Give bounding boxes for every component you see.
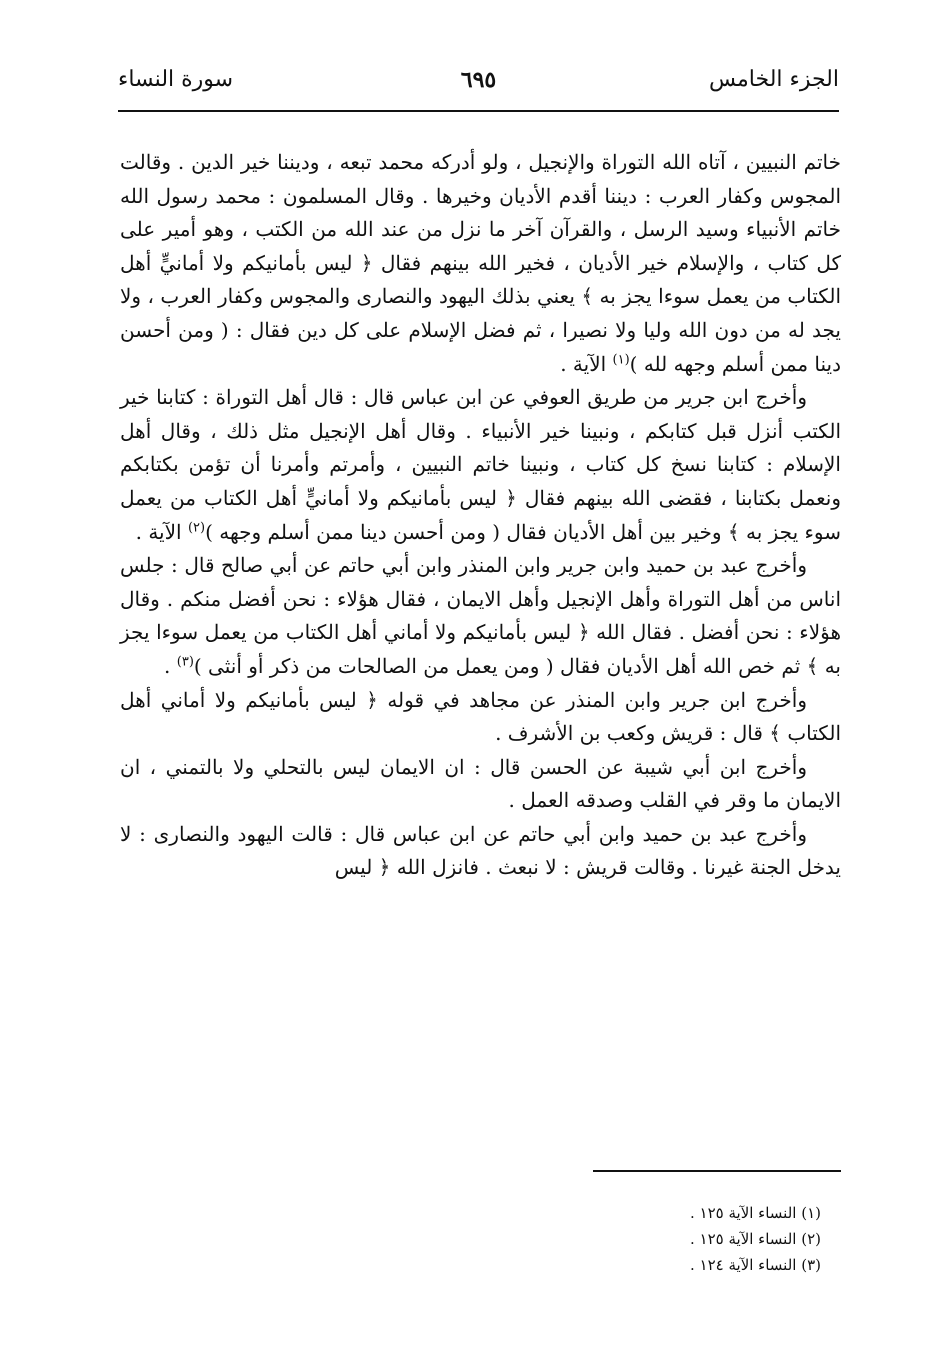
footnote-marker: (٢) [187, 519, 206, 535]
paragraph-tail: الآية . [135, 519, 188, 544]
paragraph [120, 818, 841, 885]
paragraph [120, 381, 841, 549]
paragraph-tail: الآية . [560, 351, 613, 376]
running-header [118, 62, 839, 102]
paragraph-text: وأخرج عبد بن حميد وابن جرير وابن المنذر وابن أبي حاتم عن أبي صالح قال : جلس اناس من أهل التوراة وأهل الإنجيل وأهل الايمان ، فقال هؤلاء : نحن أفضل منكم . وقال هؤلاء : نحن أفضل . فقال الله ﴿ ليس بأمانيكم ولا أماني أهل الكتاب من يعمل سوءا يجز به ﴾ ثم خص الله أهل الأديان فقال ( ومن يعمل من الصالحات من ذكر أو أنثى ) [120, 553, 841, 678]
surah-title: سورة النساء [118, 67, 234, 92]
part-title: الجزء الخامس [708, 67, 839, 92]
paragraph-text: وأخرج ابن أبي شيبة عن الحسن قال : ان الايمان ليس بالتحلي ولا بالتمني ، ان الايمان ما وقر في القلب وصدقه العمل . [120, 754, 841, 813]
paragraph-text: وأخرج ابن جرير من طريق العوفي عن ابن عباس قال : قال أهل التوراة : كتابنا خير الكتب أنزل قبل كتابكم ، ونبينا خير الأنبياء . وقال أهل الإنجيل مثل ذلك ، وقال أهل الإسلام : كتابنا نسخ كل كتاب ، ونبينا خاتم النبيين ، وأمرتم وأمرنا أن تؤمن بكتابكم ونعمل بكتابنا ، فقضى الله بينهم فقال ﴿ ليس بأمانيكم ولا أمانيٍّ أهل الكتاب من يعمل سوء يجز به ﴾ وخير بين أهل الأديان فقال ( ومن أحسن دينا ممن أسلم وجهه ) [120, 385, 841, 544]
footnote: (١) النساء الآية ١٢٥ . [689, 1204, 821, 1222]
paragraph [120, 146, 841, 381]
paragraph-text: خاتم النبيين ، آتاه الله التوراة والإنجيل ، ولو أدركه محمد تبعه ، وديننا خير الدين . وقالت المجوس وكفار العرب : ديننا أقدم الأديان وخيرها . وقال المسلمون : محمد رسول الله خاتم الأنبياء وسيد الرسل ، والقرآن آخر ما نزل من عند الله من الكتب ، وهو أمير على كل كتاب ، والإسلام خير الأديان ، فخير الله بينهم فقال ﴿ ليس بأمانيكم ولا أمانيٍّ أهل الكتاب من يعمل سوءا يجز به ﴾ يعني بذلك اليهود والنصارى والمجوس وكفار العرب ، ولا يجد له من دون الله وليا ولا نصيرا ، ثم فضل الإسلام على كل دين فقال : ( ومن أحسن دينا ممن أسلم وجهه لله ) [120, 150, 841, 376]
paragraph [120, 684, 841, 751]
paragraph [120, 549, 841, 683]
paragraph-tail: . [164, 653, 177, 678]
footnote-divider [593, 1170, 841, 1172]
footnote: (٣) النساء الآية ١٢٤ . [689, 1256, 821, 1274]
footnote: (٢) النساء الآية ١٢٥ . [689, 1230, 821, 1248]
footnote-marker: (١) [612, 351, 630, 367]
header-divider [118, 110, 839, 112]
paragraph-text: وأخرج عبد بن حميد وابن أبي حاتم عن ابن عباس قال : قالت اليهود والنصارى : لا يدخل الجنة غيرنا . وقالت قريش : لا نبعث . فانزل الله ﴿ ليس [120, 821, 841, 880]
paragraph [120, 751, 841, 818]
page-number: ٦٩٥ [460, 67, 497, 93]
main-text [120, 146, 841, 885]
paragraph-text: وأخرج ابن جرير وابن المنذر عن مجاهد في قوله ﴿ ليس بأمانيكم ولا أماني أهل الكتاب ﴾ قال : قريش وكعب بن الأشرف . [120, 687, 841, 746]
footnotes [521, 1200, 821, 1278]
footnote-marker: (٣) [176, 654, 194, 670]
